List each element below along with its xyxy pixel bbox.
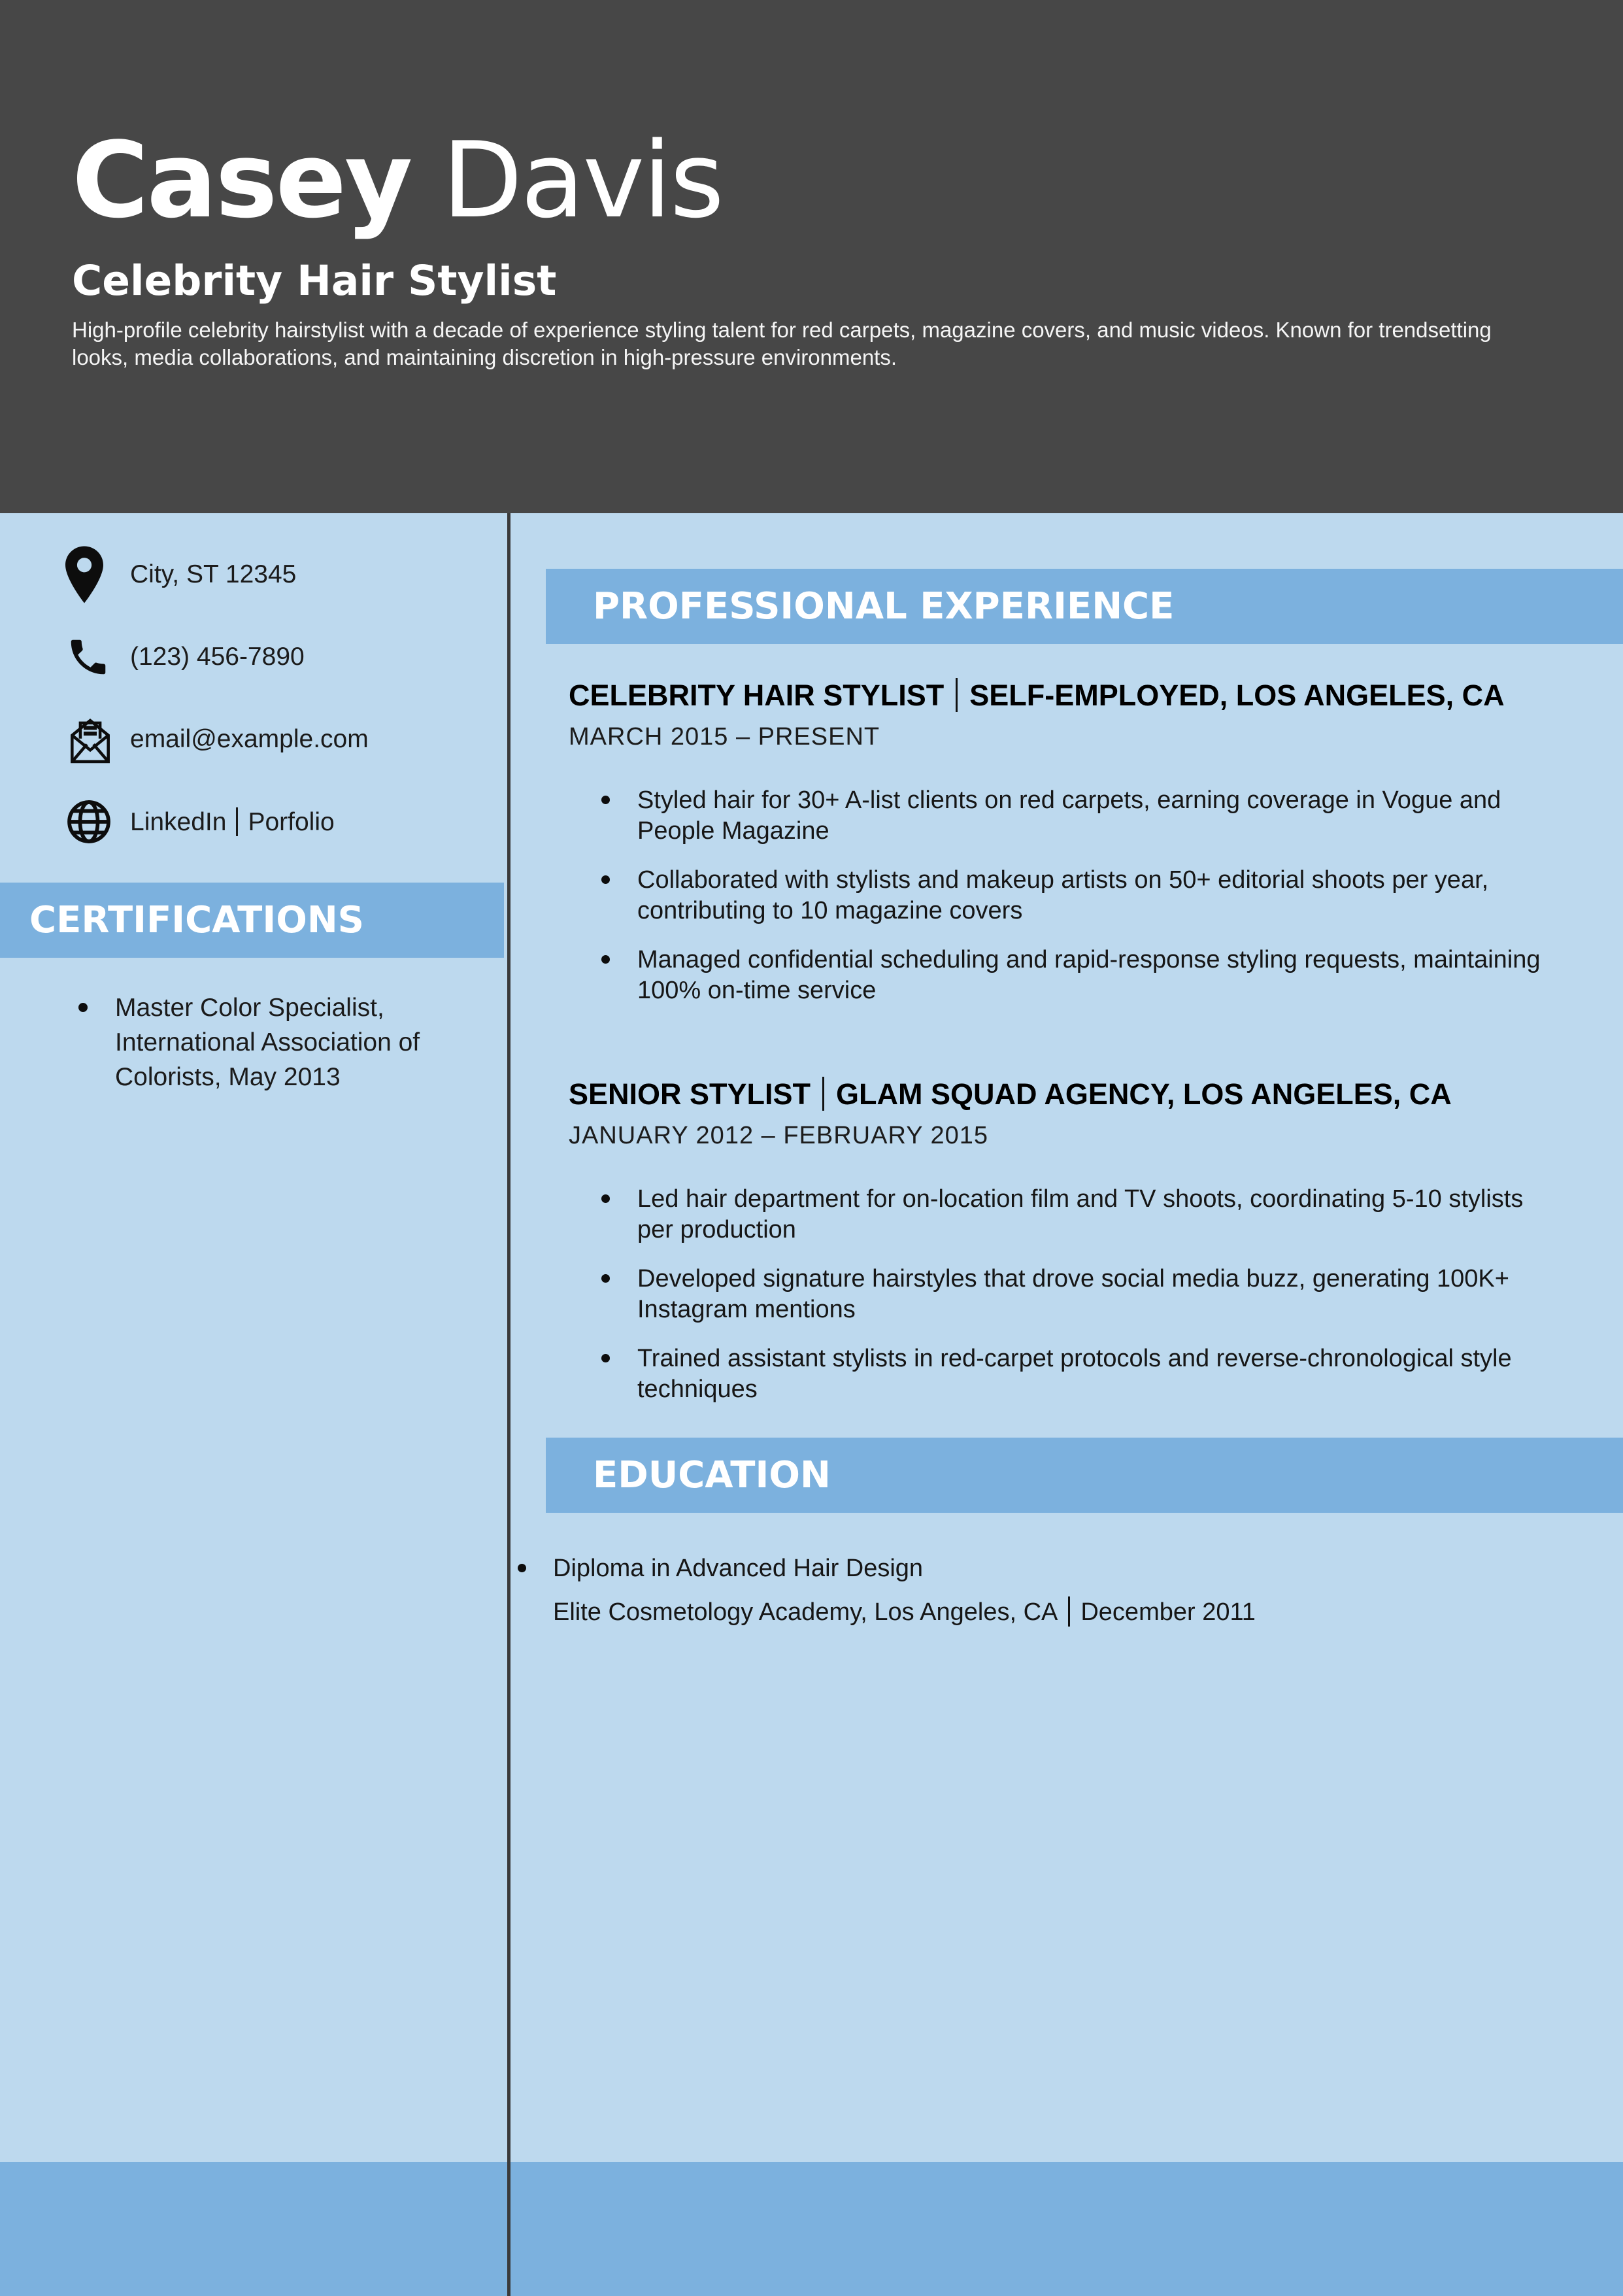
summary-paragraph: High-profile celebrity hairstylist with a decade of experience styling talent for red carpets, magazine covers, and music videos. Known for trendsetting looks, media collaborations, and maintaining discretion in high-pressure environments.: [72, 317, 1492, 369]
education-band: [546, 1438, 1623, 1513]
job-title-line: [569, 678, 1623, 713]
location-pin-icon: [65, 546, 130, 603]
experience-band: [546, 569, 1623, 644]
job-title: SENIOR STYLIST: [569, 1077, 811, 1111]
main-column: [510, 513, 1623, 1634]
certifications-list: [78, 990, 507, 1094]
job-bullet: Styled hair for 30+ A-list clients on red carpets, earning coverage in Vogue and People Magazine: [601, 785, 1557, 847]
education-heading: EDUCATION: [593, 1454, 831, 1496]
job-bullet: Managed confidential scheduling and rapid-response styling requests, maintaining 100% on-time service: [601, 945, 1557, 1006]
footer-band: [0, 2162, 1623, 2296]
email-text[interactable]: email@example.com: [130, 725, 369, 753]
contact-row-phone: [0, 627, 507, 687]
job-dates: JANUARY 2012 – FEBRUARY 2015: [569, 1122, 988, 1149]
header: [0, 0, 1623, 513]
education-school: Elite Cosmetology Academy, Los Angeles, CA: [553, 1598, 1058, 1626]
job-bullet-list: [601, 1184, 1623, 1405]
links-text: [130, 807, 335, 837]
job-title: CELEBRITY HAIR STYLIST: [569, 679, 945, 712]
certifications-heading: CERTIFICATIONS: [29, 899, 365, 941]
job-title-line: [569, 1077, 1623, 1111]
education-degree: Diploma in Advanced Hair Design: [553, 1555, 924, 1582]
person-name: [72, 119, 1558, 241]
contact-row-links: [0, 792, 507, 852]
phone-icon: [65, 634, 130, 680]
contact-row-location: [0, 545, 507, 605]
certification-item: Master Color Specialist, International Association of Colorists, May 2013: [78, 990, 473, 1094]
job-entry-2: [569, 1077, 1623, 1405]
column-divider-line: [507, 513, 510, 2296]
job-entry-1: [569, 678, 1623, 1006]
linkedin-link[interactable]: LinkedIn: [130, 807, 227, 836]
contact-section: [0, 513, 507, 852]
email-icon: [65, 714, 130, 765]
experience-heading: PROFESSIONAL EXPERIENCE: [593, 585, 1175, 628]
sidebar: [0, 513, 507, 1094]
job-company: SELF-EMPLOYED, LOS ANGELES, CA: [969, 679, 1505, 712]
job-dates: MARCH 2015 – PRESENT: [569, 723, 880, 751]
title-separator: [822, 1077, 824, 1111]
phone-text: (123) 456-7890: [130, 643, 305, 671]
job-bullet: Led hair department for on-location film and TV shoots, coordinating 5-10 stylists per production: [601, 1184, 1557, 1245]
globe-icon: [65, 798, 130, 845]
education-item: [518, 1547, 1498, 1634]
contact-row-email: [0, 709, 507, 769]
title-separator: [956, 678, 958, 712]
first-name: Casey: [72, 119, 411, 241]
job-bullet: Trained assistant stylists in red-carpet protocols and reverse-chronological style techniques: [601, 1343, 1557, 1405]
last-name: Davis: [442, 119, 723, 241]
job-bullet: Developed signature hairstyles that drove social media buzz, generating 100K+ Instagram mentions: [601, 1264, 1557, 1325]
job-bullet: Collaborated with stylists and makeup artists on 50+ editorial shoots per year, contributing to 10 magazine covers: [601, 865, 1557, 926]
certifications-band: [0, 883, 504, 958]
job-bullet-list: [601, 785, 1623, 1006]
portfolio-link[interactable]: Porfolio: [248, 807, 335, 836]
education-separator: [1068, 1596, 1070, 1627]
education-date: December 2011: [1080, 1598, 1256, 1626]
location-text: City, ST 12345: [130, 560, 297, 588]
link-separator: [236, 807, 238, 836]
job-company: GLAM SQUAD AGENCY, LOS ANGELES, CA: [836, 1077, 1452, 1111]
job-headline: Celebrity Hair Stylist: [72, 256, 557, 305]
education-list: [518, 1547, 1623, 1634]
